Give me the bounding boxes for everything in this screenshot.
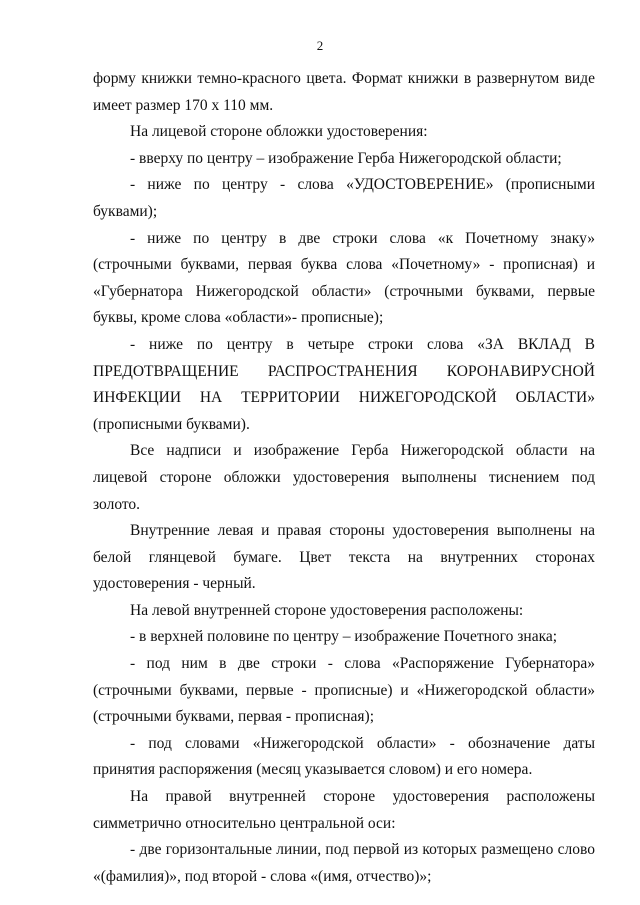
- list-item: - в верхней половине по центру – изображение Почетного знака;: [130, 628, 558, 646]
- list-item: - ниже по центру в две строки слова «к Почетному знаку» (строчными буквами, первая буква слова «Почетному» - прописная) и «Губернатора Нижегородской области» (строчными буквами, первые буквы, кроме слова «области»- прописные);: [93, 229, 595, 327]
- paragraph: На лицевой стороне обложки удостоверения:: [130, 123, 428, 141]
- list-item: - две горизонтальные линии, под первой из которых размещено слово «(фамилия)», под второй - слова «(имя, отчество)»;: [93, 841, 595, 885]
- document-body: [93, 66, 595, 890]
- list-item: - вверху по центру – изображение Герба Нижегородской области;: [130, 149, 562, 167]
- list-item: - ниже по центру - слова «УДОСТОВЕРЕНИЕ» (прописными буквами);: [93, 176, 595, 220]
- paragraph: Все надписи и изображение Герба Нижегородской области на лицевой стороне обложки удостоверения выполнены тиснением под золото.: [93, 442, 595, 513]
- list-item: - под словами «Нижегородской области» - обозначение даты принятия распоряжения (месяц указывается словом) и его номера.: [93, 734, 595, 779]
- page-number: 2: [316, 38, 324, 53]
- paragraph: форму книжки темно-красного цвета. Формат книжки в развернутом виде имеет размер 170 х 110 мм.: [93, 70, 595, 114]
- paragraph: Внутренние левая и правая стороны удостоверения выполнены на белой глянцевой бумаге. Цвет текста на внутренних сторонах удостоверения - черный.: [93, 522, 595, 593]
- paragraph: На правой внутренней стороне удостоверения расположены симметрично относительно центральной оси:: [93, 788, 595, 832]
- list-item: - ниже по центру в четыре строки слова «ЗА ВКЛАД В ПРЕДОТВРАЩЕНИЕ РАСПРОСТРАНЕНИЯ КОРОНАВИРУСНОЙ ИНФЕКЦИИ НА ТЕРРИТОРИИ НИЖЕГОРОДСКОЙ ОБЛАСТИ» (прописными буквами).: [93, 335, 595, 433]
- paragraph: На левой внутренней стороне удостоверения расположены:: [130, 601, 524, 619]
- list-item: - под ним в две строки - слова «Распоряжение Губернатора» (строчными буквами, первые - прописные) и «Нижегородской области» (строчными буквами, первая - прописная);: [93, 655, 595, 726]
